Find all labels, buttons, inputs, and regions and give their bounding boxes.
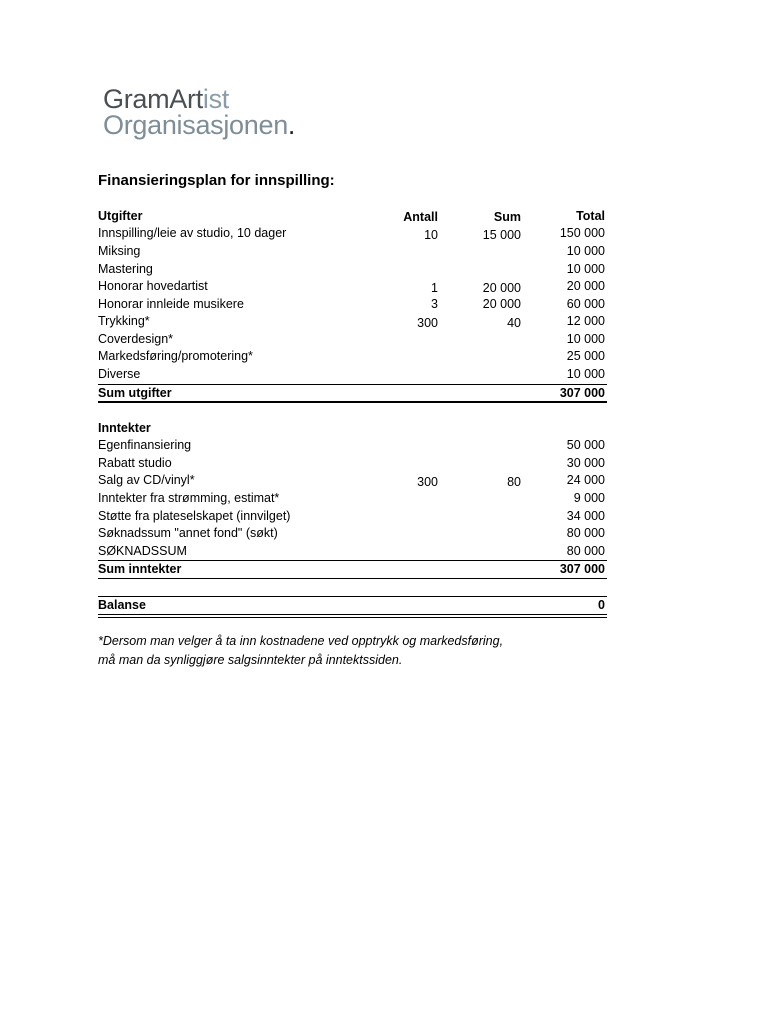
row-label: Salg av CD/vinyl*: [98, 473, 195, 487]
footnote-line-1: *Dersom man velger å ta inn kostnadene ved opptrykk og markedsføring,: [98, 634, 504, 648]
expense-row: [98, 225, 607, 242]
row-label: SØKNADSSUM: [98, 544, 187, 558]
row-sum: 20 000: [482, 297, 521, 311]
column-header-sum: Sum: [493, 210, 521, 224]
row-label: Rabatt studio: [98, 456, 172, 470]
row-sum: 20 000: [482, 281, 521, 295]
row-total: 24 000: [566, 473, 605, 487]
organization-logo: [103, 86, 295, 138]
income-row: [98, 437, 607, 454]
row-total: 80 000: [566, 526, 605, 540]
column-header-total: Total: [576, 209, 605, 223]
page-title: Finansieringsplan for innspilling:: [98, 172, 335, 189]
income-row: [98, 455, 607, 472]
expense-row: [98, 261, 607, 278]
logo-line-1: [103, 86, 295, 112]
income-header-row: [98, 420, 607, 437]
income-row: [98, 543, 607, 560]
expenses-sum-total: 307 000: [559, 386, 605, 400]
row-label: Egenfinansiering: [98, 438, 192, 452]
row-total: 150 000: [559, 226, 605, 240]
footnote: [98, 632, 618, 670]
row-total: 25 000: [566, 349, 605, 363]
logo-line-2-dot: .: [287, 110, 296, 140]
expense-row: [98, 278, 607, 295]
income-header-label: Inntekter: [98, 421, 151, 435]
logo-line-2: [103, 112, 295, 138]
balance-double-rule: [98, 614, 607, 618]
expense-row: [98, 366, 607, 383]
row-total: 10 000: [566, 262, 605, 276]
row-total: 80 000: [566, 544, 605, 558]
row-label: Diverse: [98, 367, 141, 381]
balance-row: [98, 597, 607, 614]
row-label: Mastering: [98, 262, 153, 276]
balance-total: 0: [598, 598, 605, 612]
row-antall: 3: [431, 297, 438, 311]
income-row: [98, 525, 607, 542]
income-sum-row: [98, 561, 607, 578]
balance-label: Balanse: [98, 598, 146, 612]
expenses-header-label: Utgifter: [98, 209, 143, 223]
row-total: 10 000: [566, 332, 605, 346]
expense-row: [98, 331, 607, 348]
row-label: Inntekter fra strømming, estimat*: [98, 491, 280, 505]
footnote-line-2: må man da synliggjøre salgsinntekter på inntektssiden.: [98, 653, 403, 667]
logo-line-1-main: GramArt: [103, 84, 203, 114]
row-total: 10 000: [566, 244, 605, 258]
row-label: Støtte fra plateselskapet (innvilget): [98, 509, 291, 523]
expenses-sum-bottom-rule: [98, 401, 607, 403]
row-sum: 80: [507, 475, 521, 489]
income-row: [98, 508, 607, 525]
row-label: Coverdesign*: [98, 332, 174, 346]
row-antall: 10: [424, 228, 438, 242]
row-antall: 300: [417, 475, 438, 489]
income-row: [98, 472, 607, 489]
row-sum: 15 000: [482, 228, 521, 242]
row-label: Miksing: [98, 244, 141, 258]
income-row: [98, 490, 607, 507]
row-total: 50 000: [566, 438, 605, 452]
expense-row: [98, 296, 607, 313]
row-total: 30 000: [566, 456, 605, 470]
row-label: Trykking*: [98, 314, 150, 328]
income-sum-total: 307 000: [559, 562, 605, 576]
row-label: Honorar innleide musikere: [98, 297, 244, 311]
expenses-sum-label: Sum utgifter: [98, 386, 172, 400]
row-total: 34 000: [566, 509, 605, 523]
expenses-header-row: [98, 208, 607, 225]
row-total: 10 000: [566, 367, 605, 381]
row-total: 12 000: [566, 314, 605, 328]
expense-row: [98, 313, 607, 330]
row-total: 9 000: [573, 491, 605, 505]
row-label: Innspilling/leie av studio, 10 dager: [98, 226, 287, 240]
row-total: 20 000: [566, 279, 605, 293]
income-sum-bottom-rule: [98, 578, 607, 579]
expenses-sum-row: [98, 385, 607, 402]
row-total: 60 000: [566, 297, 605, 311]
row-label: Markedsføring/promotering*: [98, 349, 253, 363]
row-antall: 1: [431, 281, 438, 295]
column-header-antall: Antall: [403, 210, 438, 224]
logo-line-1-accent: ist: [202, 84, 230, 114]
row-label: Honorar hovedartist: [98, 279, 208, 293]
income-sum-label: Sum inntekter: [98, 562, 182, 576]
expense-row: [98, 348, 607, 365]
expense-row: [98, 243, 607, 260]
row-antall: 300: [417, 316, 438, 330]
row-sum: 40: [507, 316, 521, 330]
row-label: Søknadssum "annet fond" (søkt): [98, 526, 278, 540]
logo-line-2-main: Organisasjonen: [103, 110, 288, 140]
